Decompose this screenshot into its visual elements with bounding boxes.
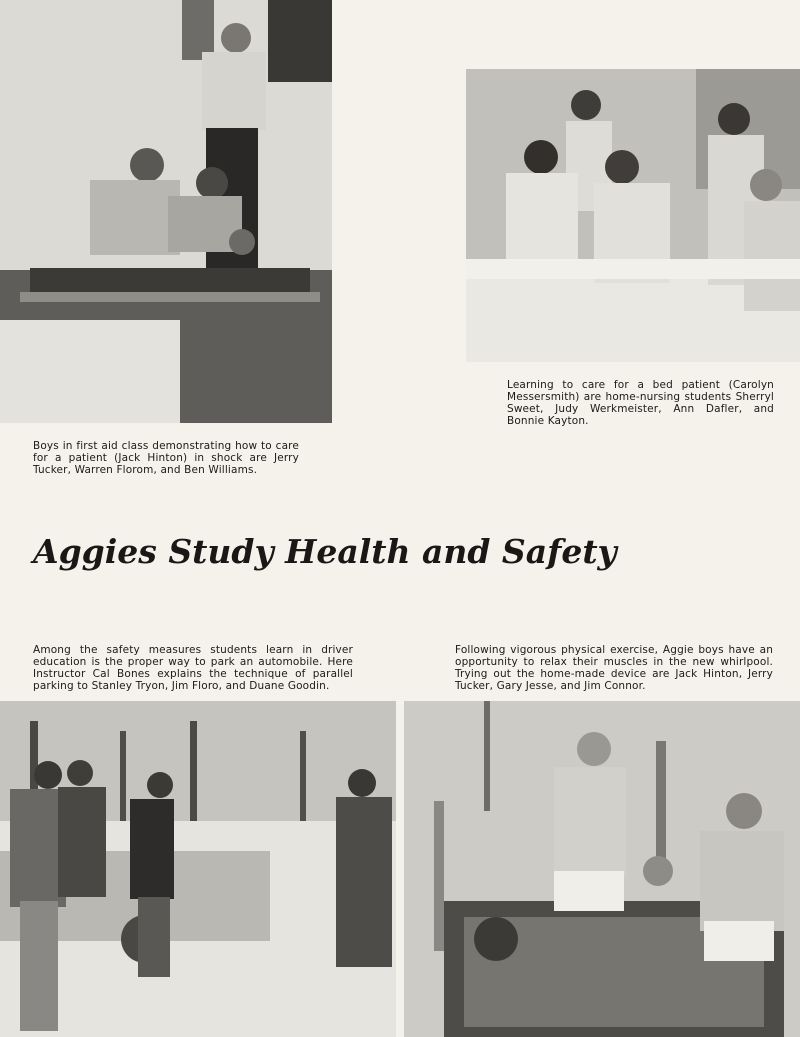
first-aid-class-photo (0, 0, 332, 423)
first-aid-caption: Boys in first aid class demonstrating how to care for a patient (Jack Hinton) in shock are Jerry Tucker, Warren Florom, and Ben Williams. (33, 440, 299, 476)
page-headline: Aggies Study Health and Safety (33, 532, 617, 571)
home-nursing-caption: Learning to care for a bed patient (Carolyn Messersmith) are home-nursing students Sherryl Sweet, Judy Werkmeister, Ann Dafler, and Bonnie Kayton. (507, 379, 774, 427)
whirlpool-photo (404, 701, 800, 1037)
driver-education-photo (0, 701, 396, 1037)
whirlpool-caption: Following vigorous physical exercise, Aggie boys have an opportunity to relax their muscles in the new whirlpool. Trying out the home-made device are Jack Hinton, Jerry Tucker, Gary Jesse, and Jim Connor. (455, 644, 773, 692)
driver-education-caption: Among the safety measures students learn in driver education is the proper way to park an automobile. Here Instructor Cal Bones explains the technique of parallel parking to Stanley Tryon, Jim Floro, and Duane Goodin. (33, 644, 353, 692)
home-nursing-photo (466, 69, 800, 362)
